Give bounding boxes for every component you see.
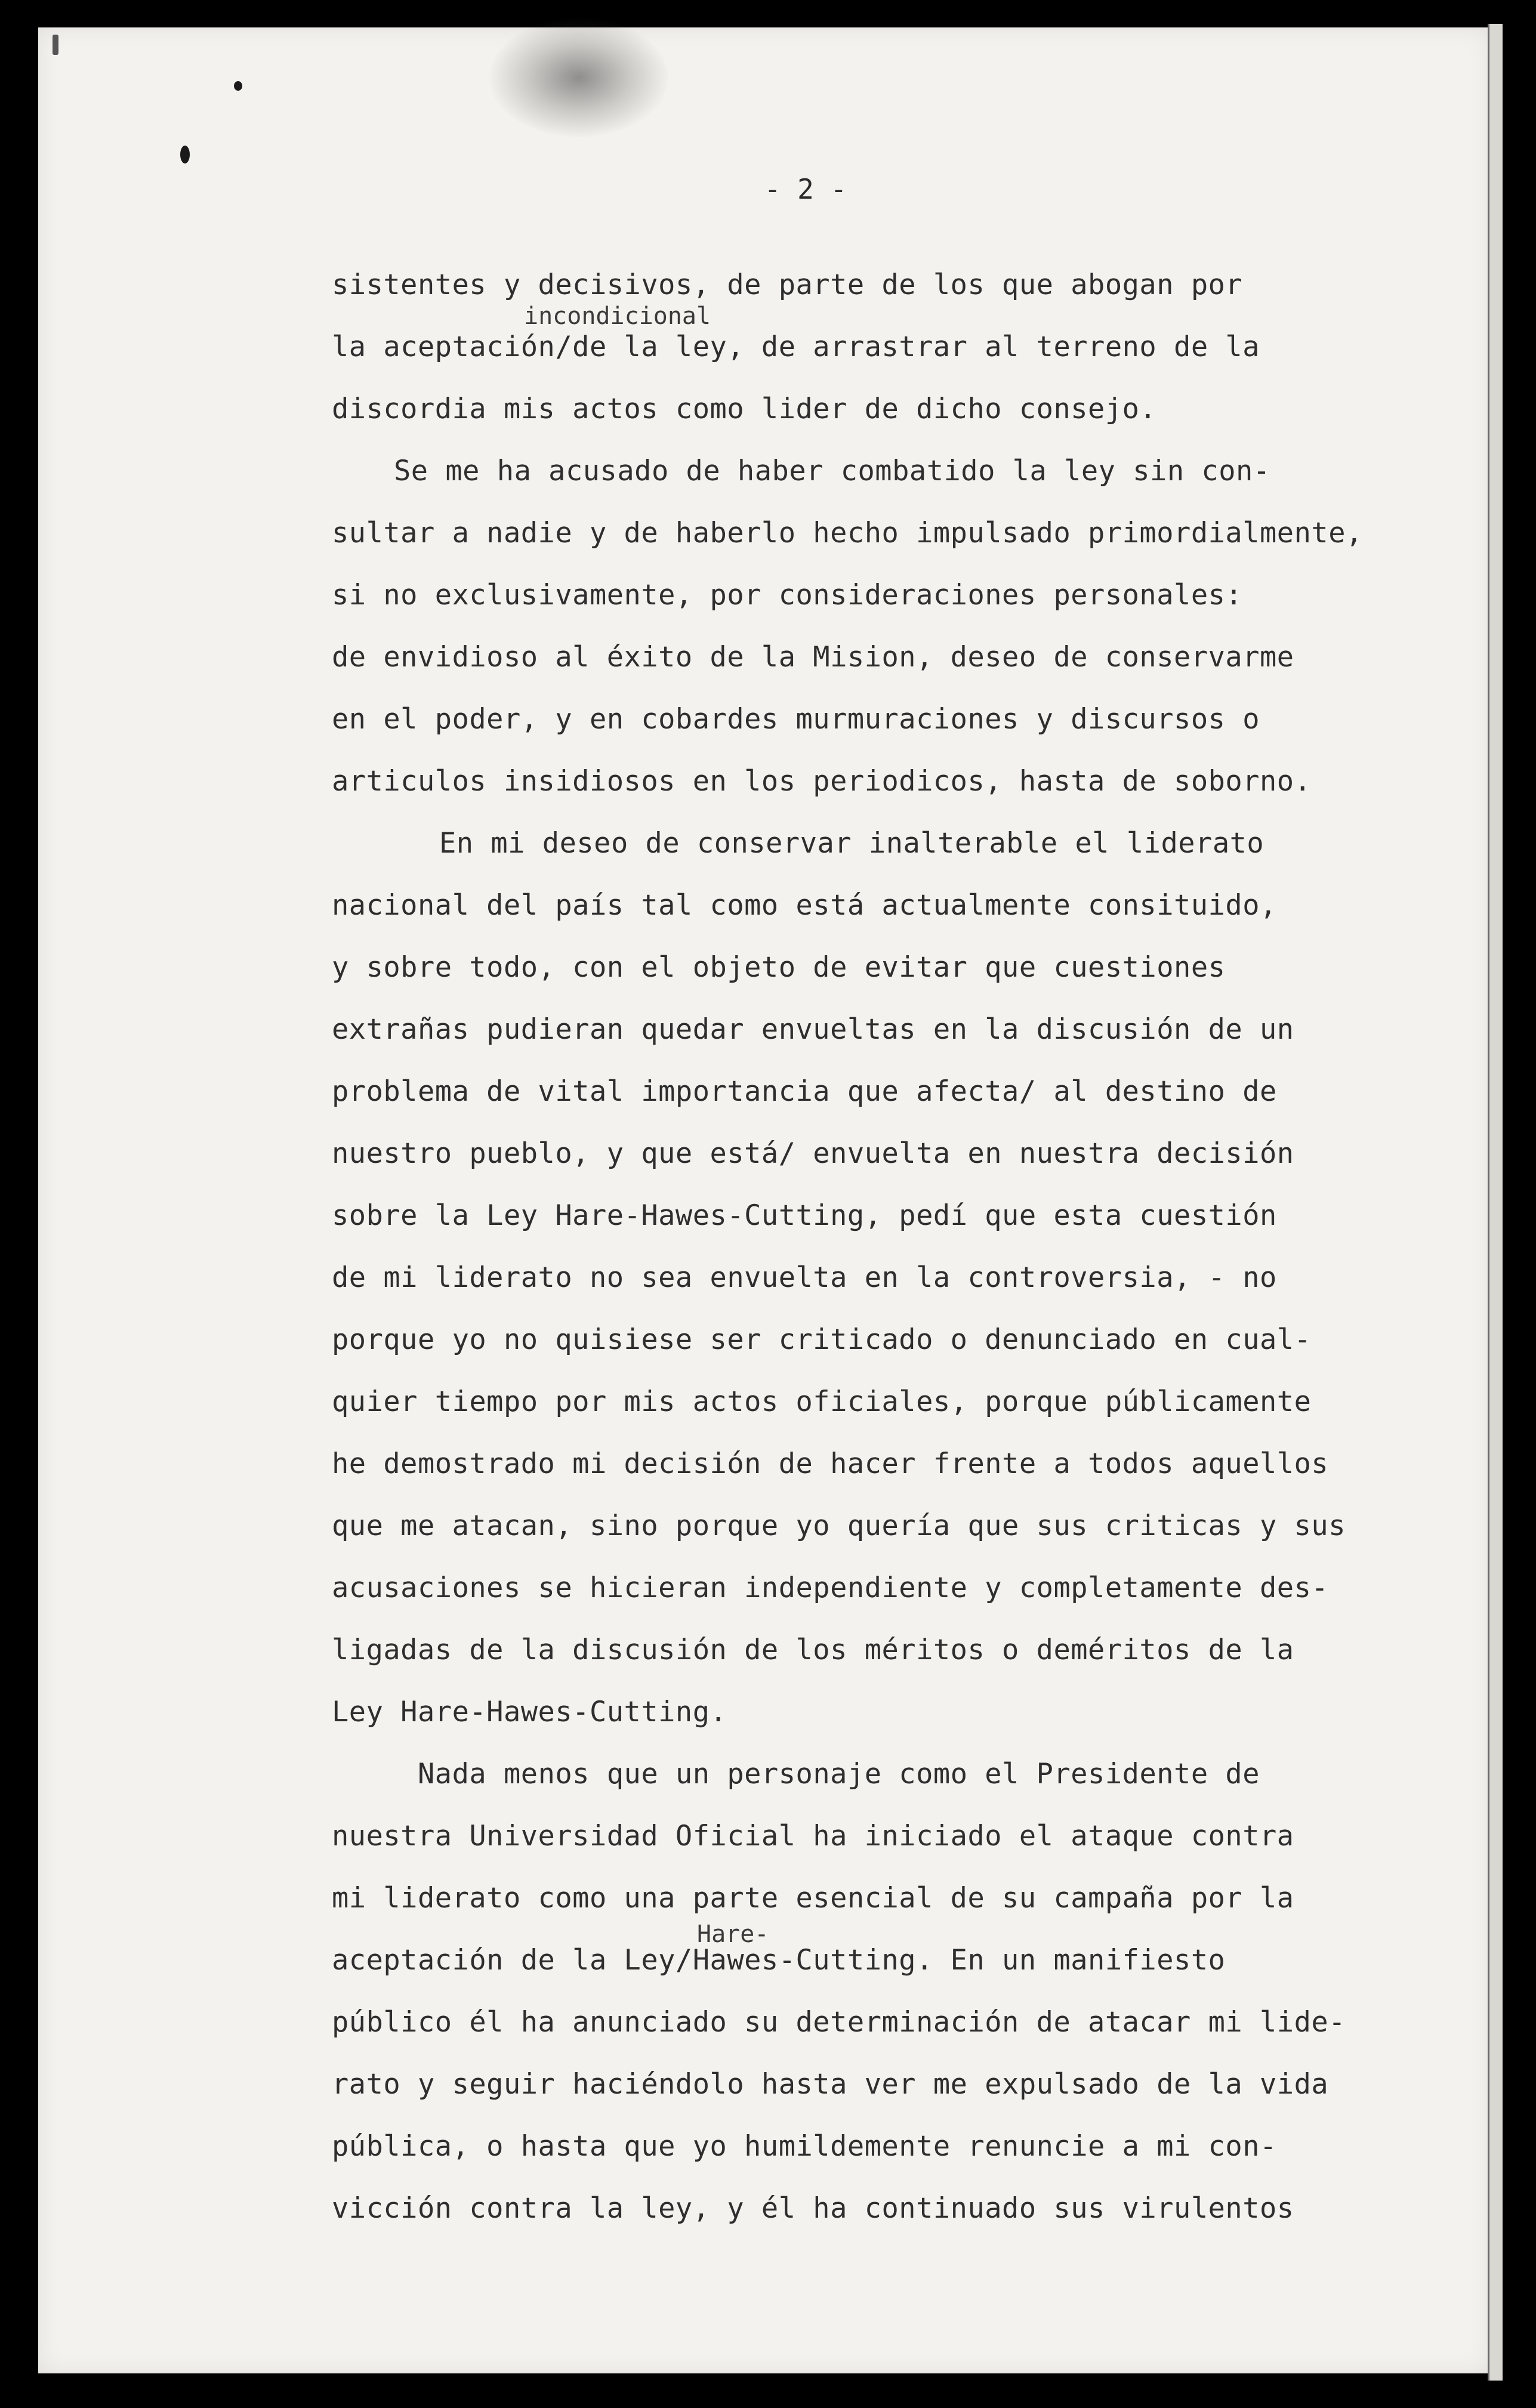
text-line: si no exclusivamente, por consideraciones personales: bbox=[332, 579, 1243, 612]
text-line: nacional del país tal como está actualmente consituido, bbox=[332, 889, 1277, 922]
text-line: Ley Hare-Hawes-Cutting. bbox=[332, 1696, 727, 1728]
paragraph-start: En mi deseo de conservar inalterable el liderato bbox=[439, 827, 1264, 860]
text-line: que me atacan, sino porque yo quería que sus criticas y sus bbox=[332, 1509, 1346, 1542]
ink-speck bbox=[53, 35, 58, 55]
ink-smudge bbox=[489, 18, 668, 137]
ink-speck bbox=[234, 81, 242, 91]
page-number: - 2 - bbox=[764, 173, 847, 205]
text-line: aceptación de la Ley/Hawes-Cutting. En un manifiesto bbox=[332, 1944, 1226, 1977]
page-edge bbox=[1488, 24, 1503, 2381]
text-line: la aceptación/de la ley, de arrastrar al terreno de la bbox=[332, 331, 1260, 363]
text-line: porque yo no quisiese ser criticado o denunciado en cual- bbox=[332, 1323, 1312, 1356]
interlinear-insertion: incondicional bbox=[524, 302, 711, 330]
text-line: vicción contra la ley, y él ha continuado sus virulentos bbox=[332, 2192, 1294, 2225]
text-line: articulos insidiosos en los periodicos, hasta de soborno. bbox=[332, 765, 1312, 798]
text-line: extrañas pudieran quedar envueltas en la discusión de un bbox=[332, 1013, 1294, 1046]
text-line: de mi liderato no sea envuelta en la controversia, - no bbox=[332, 1261, 1277, 1294]
text-line: mi liderato como una parte esencial de su campaña por la bbox=[332, 1882, 1294, 1915]
ink-speck bbox=[180, 146, 190, 163]
text-line: nuestro pueblo, y que está/ envuelta en nuestra decisión bbox=[332, 1137, 1294, 1170]
text-line: discordia mis actos como lider de dicho consejo. bbox=[332, 393, 1157, 425]
text-line: he demostrado mi decisión de hacer frente a todos aquellos bbox=[332, 1447, 1329, 1480]
text-line: ligadas de la discusión de los méritos o deméritos de la bbox=[332, 1634, 1294, 1666]
text-line: de envidioso al éxito de la Mision, deseo de conservarme bbox=[332, 641, 1294, 674]
text-line: en el poder, y en cobardes murmuraciones y discursos o bbox=[332, 703, 1260, 736]
text-line: nuestra Universidad Oficial ha iniciado el ataque contra bbox=[332, 1820, 1294, 1853]
text-line: acusaciones se hicieran independiente y completamente des- bbox=[332, 1572, 1329, 1604]
text-line: sultar a nadie y de haberlo hecho impulsado primordialmente, bbox=[332, 517, 1363, 549]
paragraph-start: Se me ha acusado de haber combatido la ley sin con- bbox=[394, 455, 1270, 487]
text-line: sobre la Ley Hare-Hawes-Cutting, pedí que esta cuestión bbox=[332, 1199, 1277, 1232]
text-line: quier tiempo por mis actos oficiales, porque públicamente bbox=[332, 1385, 1312, 1418]
text-line: rato y seguir haciéndolo hasta ver me expulsado de la vida bbox=[332, 2068, 1329, 2101]
text-line: problema de vital importancia que afecta/ al destino de bbox=[332, 1075, 1277, 1108]
text-line: público él ha anunciado su determinación de atacar mi lide- bbox=[332, 2006, 1346, 2039]
interlinear-insertion: Hare- bbox=[697, 1921, 769, 1948]
text-line: sistentes y decisivos, de parte de los que abogan por bbox=[332, 268, 1243, 301]
paragraph-start: Nada menos que un personaje como el Presidente de bbox=[418, 1758, 1260, 1790]
text-line: y sobre todo, con el objeto de evitar que cuestiones bbox=[332, 951, 1226, 984]
text-line: pública, o hasta que yo humildemente renuncie a mi con- bbox=[332, 2130, 1277, 2163]
